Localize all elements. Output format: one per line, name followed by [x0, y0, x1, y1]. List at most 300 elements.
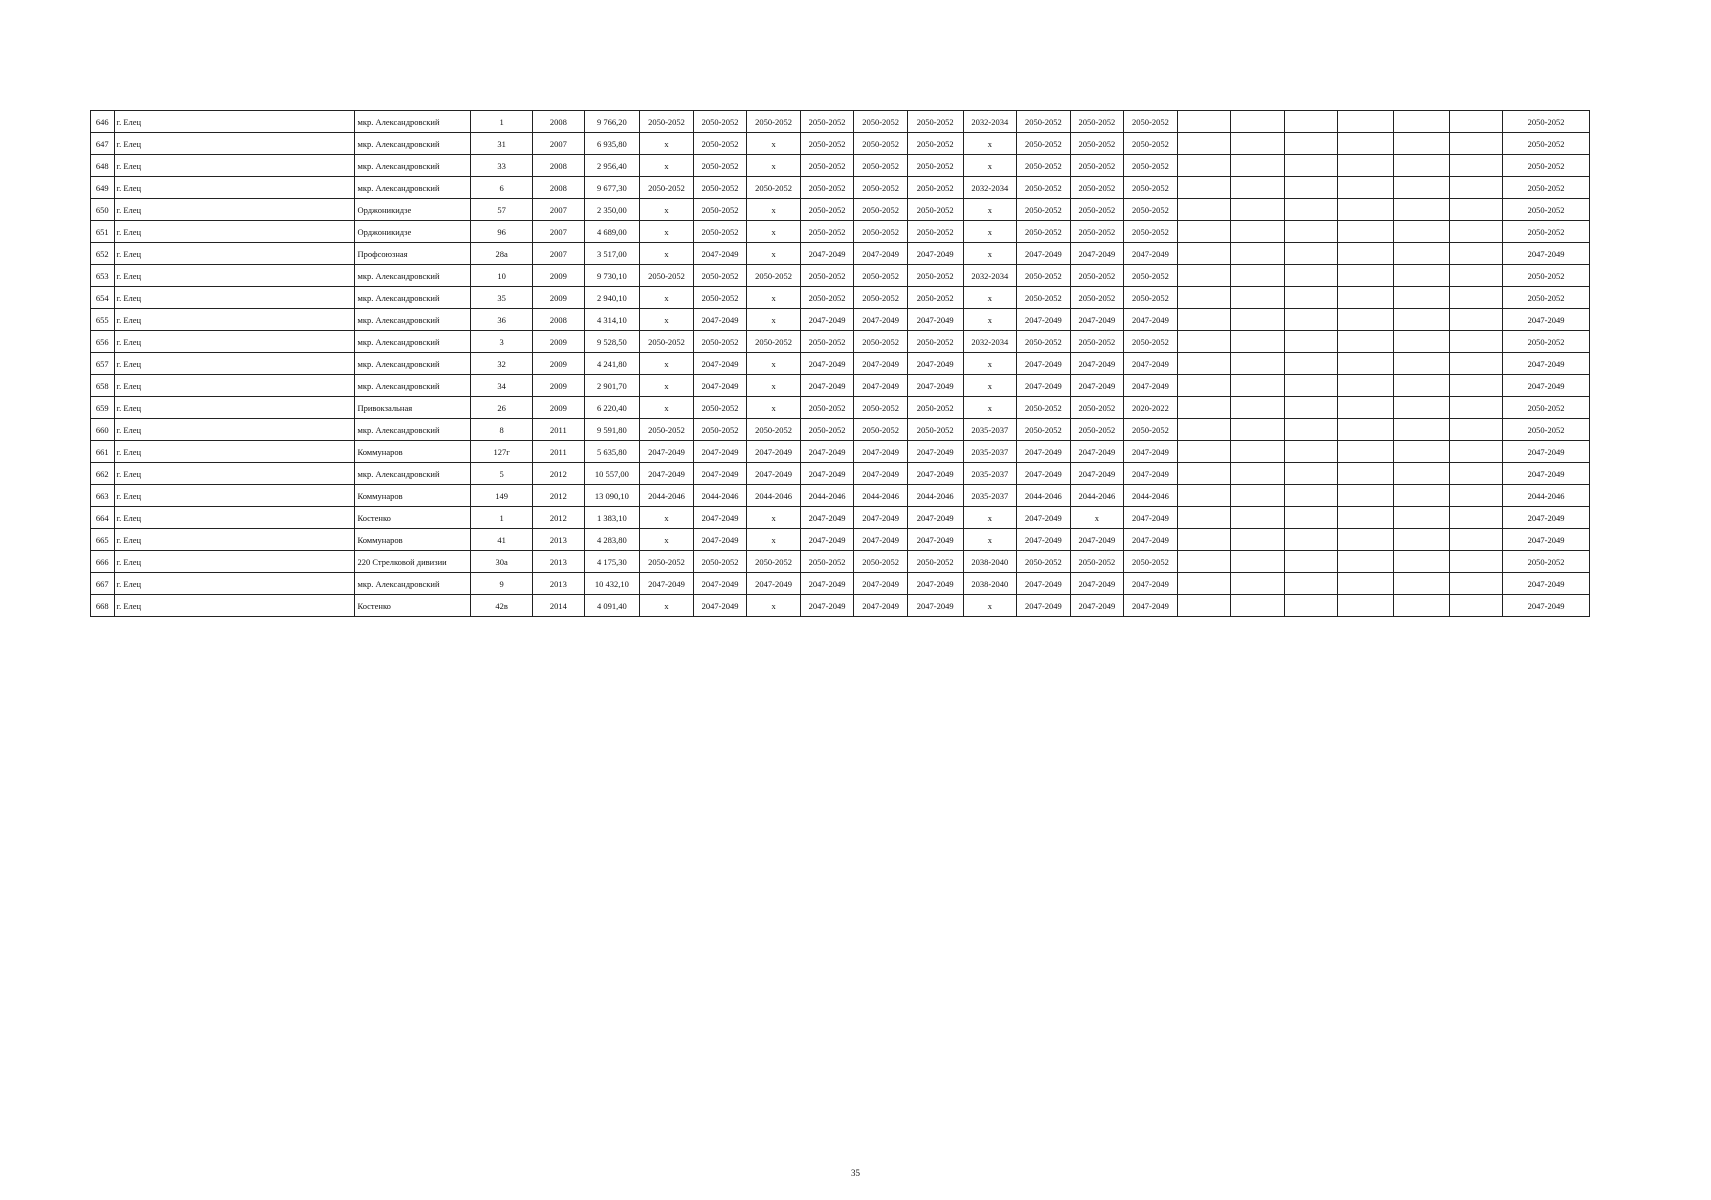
row-period-cell: [1177, 111, 1231, 133]
row-year: 2009: [533, 265, 584, 287]
row-period-cell: 2047-2049: [854, 243, 908, 265]
row-year: 2012: [533, 463, 584, 485]
row-area: 1 383,10: [584, 507, 640, 529]
row-period-cell: 2047-2049: [693, 243, 747, 265]
row-house: 34: [471, 375, 533, 397]
row-area: 4 314,10: [584, 309, 640, 331]
row-period-cell: [1177, 265, 1231, 287]
row-period-cell: [1284, 111, 1338, 133]
table-row: [91, 441, 1590, 463]
row-period-cell: [1177, 199, 1231, 221]
row-year: 2009: [533, 375, 584, 397]
row-area: 9 766,20: [584, 111, 640, 133]
row-number: 646: [91, 111, 115, 133]
row-period-cell: 2050-2052: [693, 287, 747, 309]
row-house: 30а: [471, 551, 533, 573]
row-period-cell: [1393, 463, 1449, 485]
row-period-cell: 2047-2049: [854, 353, 908, 375]
row-period-cell: [1393, 419, 1449, 441]
row-period-cell: [1284, 331, 1338, 353]
row-period-cell: [1284, 287, 1338, 309]
row-city: г. Елец: [114, 507, 355, 529]
row-period-cell: x: [747, 397, 801, 419]
table-row: [91, 507, 1590, 529]
table-row: [91, 397, 1590, 419]
row-period-cell: 2047-2049: [1124, 309, 1178, 331]
row-number: 656: [91, 331, 115, 353]
row-period-cell: 2047-2049: [1017, 507, 1071, 529]
row-period-cell: [1393, 133, 1449, 155]
table-row: [91, 111, 1590, 133]
row-period-cell: 2050-2052: [907, 199, 963, 221]
row-house: 1: [471, 507, 533, 529]
row-period-cell: [1284, 221, 1338, 243]
row-period-cell: 2047-2049: [1017, 375, 1071, 397]
row-period-cell: [1231, 595, 1285, 617]
row-period-cell: [1284, 265, 1338, 287]
row-number: 651: [91, 221, 115, 243]
row-period-cell: 2047-2049: [907, 375, 963, 397]
row-period-cell: [1338, 529, 1394, 551]
row-house: 33: [471, 155, 533, 177]
row-year: 2013: [533, 529, 584, 551]
row-period-cell: 2047-2049: [1017, 243, 1071, 265]
row-period-cell: 2038-2040: [963, 573, 1017, 595]
row-city: г. Елец: [114, 133, 355, 155]
row-area: 4 175,30: [584, 551, 640, 573]
row-period-cell: 2044-2046: [1017, 485, 1071, 507]
row-period-cell: [1231, 397, 1285, 419]
row-period-cell: 2047-2049: [1124, 507, 1178, 529]
row-period-cell: 2050-2052: [747, 177, 801, 199]
row-year: 2012: [533, 507, 584, 529]
row-period-cell: 2050-2052: [640, 419, 694, 441]
row-year: 2008: [533, 309, 584, 331]
row-period-cell: [1177, 287, 1231, 309]
table-row: [91, 331, 1590, 353]
row-period-cell: 2050-2052: [800, 397, 854, 419]
row-period-cell: [1393, 287, 1449, 309]
row-period-cell: 2047-2049: [1124, 529, 1178, 551]
row-period-cell: [1231, 155, 1285, 177]
row-period-cell: [1393, 397, 1449, 419]
row-period-cell: x: [963, 243, 1017, 265]
row-period-cell: 2050-2052: [1124, 287, 1178, 309]
row-street: мкр. Александровский: [355, 155, 471, 177]
row-house: 57: [471, 199, 533, 221]
row-city: г. Елец: [114, 287, 355, 309]
row-period-cell: [1393, 177, 1449, 199]
row-city: г. Елец: [114, 419, 355, 441]
row-street: мкр. Александровский: [355, 177, 471, 199]
row-period-cell: 2050-2052: [800, 177, 854, 199]
row-city: г. Елец: [114, 221, 355, 243]
row-area: 9 591,80: [584, 419, 640, 441]
row-number: 666: [91, 551, 115, 573]
row-house: 36: [471, 309, 533, 331]
row-period-cell: 2044-2046: [1124, 485, 1178, 507]
row-street: 220 Стрелковой дивизии: [355, 551, 471, 573]
row-period-cell: 2050-2052: [1124, 155, 1178, 177]
row-period-cell: 2047-2049: [747, 441, 801, 463]
row-period-cell: 2047-2049: [693, 309, 747, 331]
row-street: мкр. Александровский: [355, 573, 471, 595]
row-period-cell: 2047-2049: [640, 441, 694, 463]
row-street: Орджоникидзе: [355, 199, 471, 221]
row-period-cell: [1284, 243, 1338, 265]
row-year: 2009: [533, 353, 584, 375]
row-period-cell: 2050-2052: [907, 221, 963, 243]
register-table-body: [91, 111, 1590, 617]
row-area: 9 730,10: [584, 265, 640, 287]
row-period-cell: 2047-2049: [693, 507, 747, 529]
table-row: [91, 133, 1590, 155]
row-period-cell: 2050-2052: [907, 265, 963, 287]
row-period-cell: [1177, 551, 1231, 573]
row-period-cell: [1231, 287, 1285, 309]
row-period-cell: 2050-2052: [907, 111, 963, 133]
row-period-cell: 2047-2049: [1070, 529, 1124, 551]
row-house: 96: [471, 221, 533, 243]
row-period-cell: 2044-2046: [640, 485, 694, 507]
register-table: [90, 110, 1590, 617]
row-period-cell: 2032-2034: [963, 265, 1017, 287]
row-period-cell: [1338, 287, 1394, 309]
row-period-cell: 2047-2049: [1070, 375, 1124, 397]
row-period-cell: [1449, 419, 1503, 441]
row-city: г. Елец: [114, 463, 355, 485]
row-city: г. Елец: [114, 353, 355, 375]
row-period-cell: 2050-2052: [854, 177, 908, 199]
row-period-cell: [1284, 353, 1338, 375]
row-city: г. Елец: [114, 155, 355, 177]
row-final-period: 2050-2052: [1503, 265, 1590, 287]
row-house: 8: [471, 419, 533, 441]
row-house: 32: [471, 353, 533, 375]
row-period-cell: 2050-2052: [1070, 419, 1124, 441]
row-period-cell: [1231, 199, 1285, 221]
row-period-cell: [1449, 265, 1503, 287]
page-number: 35: [851, 1168, 860, 1178]
row-period-cell: [1393, 529, 1449, 551]
row-period-cell: [1284, 397, 1338, 419]
row-period-cell: 2047-2049: [1070, 441, 1124, 463]
row-final-period: 2044-2046: [1503, 485, 1590, 507]
row-period-cell: [1177, 595, 1231, 617]
row-period-cell: [1177, 353, 1231, 375]
row-period-cell: [1177, 463, 1231, 485]
row-period-cell: 2050-2052: [1070, 331, 1124, 353]
row-period-cell: 2047-2049: [1017, 441, 1071, 463]
row-period-cell: 2047-2049: [1070, 243, 1124, 265]
row-area: 6 935,80: [584, 133, 640, 155]
table-row: [91, 309, 1590, 331]
row-year: 2008: [533, 111, 584, 133]
row-period-cell: [1231, 551, 1285, 573]
row-number: 650: [91, 199, 115, 221]
row-period-cell: 2047-2049: [1070, 309, 1124, 331]
row-period-cell: 2035-2037: [963, 441, 1017, 463]
row-period-cell: 2047-2049: [907, 463, 963, 485]
row-house: 149: [471, 485, 533, 507]
row-area: 9 677,30: [584, 177, 640, 199]
row-period-cell: [1284, 463, 1338, 485]
row-period-cell: [1449, 463, 1503, 485]
row-period-cell: [1338, 375, 1394, 397]
table-row: [91, 573, 1590, 595]
row-period-cell: [1449, 375, 1503, 397]
row-period-cell: 2050-2052: [1070, 287, 1124, 309]
row-period-cell: [1338, 133, 1394, 155]
row-period-cell: 2050-2052: [1070, 199, 1124, 221]
row-period-cell: [1449, 441, 1503, 463]
row-period-cell: [1231, 485, 1285, 507]
table-row: [91, 485, 1590, 507]
row-street: мкр. Александровский: [355, 463, 471, 485]
row-period-cell: 2047-2049: [1070, 353, 1124, 375]
row-street: мкр. Александровский: [355, 331, 471, 353]
row-period-cell: 2047-2049: [800, 441, 854, 463]
row-period-cell: [1231, 353, 1285, 375]
row-period-cell: 2047-2049: [693, 441, 747, 463]
row-period-cell: [1449, 133, 1503, 155]
row-period-cell: 2050-2052: [747, 551, 801, 573]
row-period-cell: 2032-2034: [963, 331, 1017, 353]
row-final-period: 2050-2052: [1503, 177, 1590, 199]
row-period-cell: 2050-2052: [854, 419, 908, 441]
row-period-cell: [1449, 243, 1503, 265]
row-period-cell: 2050-2052: [1124, 265, 1178, 287]
row-period-cell: 2050-2052: [1070, 155, 1124, 177]
row-period-cell: [1177, 507, 1231, 529]
row-period-cell: x: [963, 155, 1017, 177]
row-period-cell: x: [747, 199, 801, 221]
row-area: 3 517,00: [584, 243, 640, 265]
row-number: 659: [91, 397, 115, 419]
row-period-cell: [1449, 177, 1503, 199]
row-period-cell: [1338, 397, 1394, 419]
row-period-cell: 2047-2049: [800, 573, 854, 595]
row-period-cell: 2050-2052: [1017, 397, 1071, 419]
row-final-period: 2050-2052: [1503, 111, 1590, 133]
row-house: 1: [471, 111, 533, 133]
row-period-cell: 2032-2034: [963, 111, 1017, 133]
row-period-cell: [1449, 485, 1503, 507]
row-year: 2009: [533, 331, 584, 353]
row-period-cell: 2020-2022: [1124, 397, 1178, 419]
row-period-cell: 2050-2052: [1124, 221, 1178, 243]
row-street: Привокзальная: [355, 397, 471, 419]
row-period-cell: 2050-2052: [1017, 419, 1071, 441]
row-period-cell: [1177, 243, 1231, 265]
row-period-cell: [1338, 199, 1394, 221]
row-period-cell: x: [747, 507, 801, 529]
row-year: 2011: [533, 419, 584, 441]
row-city: г. Елец: [114, 485, 355, 507]
row-area: 2 350,00: [584, 199, 640, 221]
row-period-cell: x: [640, 155, 694, 177]
row-period-cell: 2050-2052: [907, 551, 963, 573]
row-period-cell: x: [747, 353, 801, 375]
row-period-cell: [1393, 199, 1449, 221]
row-period-cell: x: [640, 353, 694, 375]
row-street: мкр. Александровский: [355, 287, 471, 309]
row-period-cell: 2047-2049: [854, 595, 908, 617]
row-period-cell: x: [747, 309, 801, 331]
row-number: 664: [91, 507, 115, 529]
row-number: 655: [91, 309, 115, 331]
row-period-cell: [1177, 375, 1231, 397]
row-period-cell: 2050-2052: [640, 111, 694, 133]
row-period-cell: 2047-2049: [1017, 529, 1071, 551]
row-number: 649: [91, 177, 115, 199]
row-city: г. Елец: [114, 595, 355, 617]
row-period-cell: 2050-2052: [1124, 551, 1178, 573]
row-period-cell: 2047-2049: [747, 463, 801, 485]
row-period-cell: [1177, 419, 1231, 441]
row-final-period: 2047-2049: [1503, 463, 1590, 485]
row-period-cell: 2047-2049: [693, 595, 747, 617]
row-period-cell: x: [1070, 507, 1124, 529]
row-street: Костенко: [355, 595, 471, 617]
row-period-cell: 2047-2049: [800, 463, 854, 485]
register-table-container: [90, 110, 1590, 617]
row-period-cell: [1449, 199, 1503, 221]
row-period-cell: 2050-2052: [800, 111, 854, 133]
row-number: 647: [91, 133, 115, 155]
row-city: г. Елец: [114, 331, 355, 353]
row-period-cell: 2050-2052: [854, 551, 908, 573]
table-row: [91, 419, 1590, 441]
row-period-cell: [1393, 551, 1449, 573]
row-period-cell: 2047-2049: [1124, 353, 1178, 375]
row-area: 10 557,00: [584, 463, 640, 485]
row-period-cell: 2050-2052: [907, 287, 963, 309]
row-period-cell: x: [640, 133, 694, 155]
row-final-period: 2047-2049: [1503, 309, 1590, 331]
row-period-cell: 2047-2049: [854, 309, 908, 331]
table-row: [91, 265, 1590, 287]
row-period-cell: 2050-2052: [1070, 111, 1124, 133]
row-area: 2 901,70: [584, 375, 640, 397]
row-period-cell: [1177, 485, 1231, 507]
row-number: 654: [91, 287, 115, 309]
row-period-cell: 2050-2052: [640, 331, 694, 353]
row-year: 2007: [533, 199, 584, 221]
row-period-cell: 2047-2049: [1124, 441, 1178, 463]
row-period-cell: 2050-2052: [907, 331, 963, 353]
row-period-cell: [1177, 573, 1231, 595]
row-house: 41: [471, 529, 533, 551]
row-year: 2009: [533, 287, 584, 309]
row-city: г. Елец: [114, 397, 355, 419]
row-period-cell: [1284, 529, 1338, 551]
row-period-cell: [1338, 485, 1394, 507]
row-period-cell: 2035-2037: [963, 463, 1017, 485]
row-period-cell: 2050-2052: [907, 397, 963, 419]
row-period-cell: 2047-2049: [854, 441, 908, 463]
row-period-cell: 2044-2046: [800, 485, 854, 507]
row-house: 31: [471, 133, 533, 155]
row-period-cell: 2050-2052: [693, 221, 747, 243]
row-street: мкр. Александровский: [355, 265, 471, 287]
row-period-cell: x: [963, 133, 1017, 155]
row-period-cell: 2050-2052: [693, 419, 747, 441]
row-period-cell: [1449, 155, 1503, 177]
row-period-cell: [1449, 331, 1503, 353]
row-period-cell: 2047-2049: [693, 463, 747, 485]
row-period-cell: 2050-2052: [1070, 397, 1124, 419]
row-period-cell: 2050-2052: [800, 551, 854, 573]
row-street: мкр. Александровский: [355, 111, 471, 133]
table-row: [91, 375, 1590, 397]
row-period-cell: 2047-2049: [1124, 573, 1178, 595]
row-city: г. Елец: [114, 243, 355, 265]
row-period-cell: [1393, 221, 1449, 243]
row-city: г. Елец: [114, 265, 355, 287]
row-period-cell: [1393, 573, 1449, 595]
row-period-cell: 2047-2049: [1017, 353, 1071, 375]
row-period-cell: 2047-2049: [1070, 463, 1124, 485]
row-period-cell: 2050-2052: [747, 265, 801, 287]
row-period-cell: [1177, 133, 1231, 155]
row-period-cell: x: [963, 595, 1017, 617]
row-period-cell: 2050-2052: [747, 419, 801, 441]
row-period-cell: 2047-2049: [1070, 595, 1124, 617]
row-period-cell: [1449, 573, 1503, 595]
row-period-cell: 2050-2052: [800, 265, 854, 287]
row-period-cell: 2047-2049: [907, 243, 963, 265]
row-period-cell: [1284, 551, 1338, 573]
row-period-cell: 2050-2052: [1017, 155, 1071, 177]
row-house: 35: [471, 287, 533, 309]
row-city: г. Елец: [114, 529, 355, 551]
row-period-cell: 2047-2049: [1124, 375, 1178, 397]
row-house: 127г: [471, 441, 533, 463]
row-city: г. Елец: [114, 177, 355, 199]
row-year: 2011: [533, 441, 584, 463]
row-period-cell: [1231, 133, 1285, 155]
row-area: 6 220,40: [584, 397, 640, 419]
row-period-cell: 2050-2052: [693, 331, 747, 353]
row-period-cell: [1177, 155, 1231, 177]
row-period-cell: 2047-2049: [907, 353, 963, 375]
row-house: 28а: [471, 243, 533, 265]
row-period-cell: [1231, 375, 1285, 397]
row-final-period: 2047-2049: [1503, 353, 1590, 375]
table-row: [91, 199, 1590, 221]
row-final-period: 2047-2049: [1503, 573, 1590, 595]
row-period-cell: [1231, 243, 1285, 265]
row-period-cell: [1338, 507, 1394, 529]
row-period-cell: x: [963, 309, 1017, 331]
row-period-cell: 2047-2049: [1017, 573, 1071, 595]
row-period-cell: [1393, 155, 1449, 177]
row-period-cell: 2050-2052: [1124, 111, 1178, 133]
row-house: 3: [471, 331, 533, 353]
row-house: 5: [471, 463, 533, 485]
row-year: 2012: [533, 485, 584, 507]
row-period-cell: x: [747, 375, 801, 397]
row-period-cell: 2050-2052: [1124, 177, 1178, 199]
row-period-cell: 2050-2052: [1070, 551, 1124, 573]
table-row: [91, 353, 1590, 375]
row-period-cell: 2050-2052: [1124, 133, 1178, 155]
row-period-cell: 2050-2052: [1070, 177, 1124, 199]
row-period-cell: [1338, 221, 1394, 243]
row-period-cell: 2050-2052: [1017, 331, 1071, 353]
row-period-cell: x: [640, 507, 694, 529]
